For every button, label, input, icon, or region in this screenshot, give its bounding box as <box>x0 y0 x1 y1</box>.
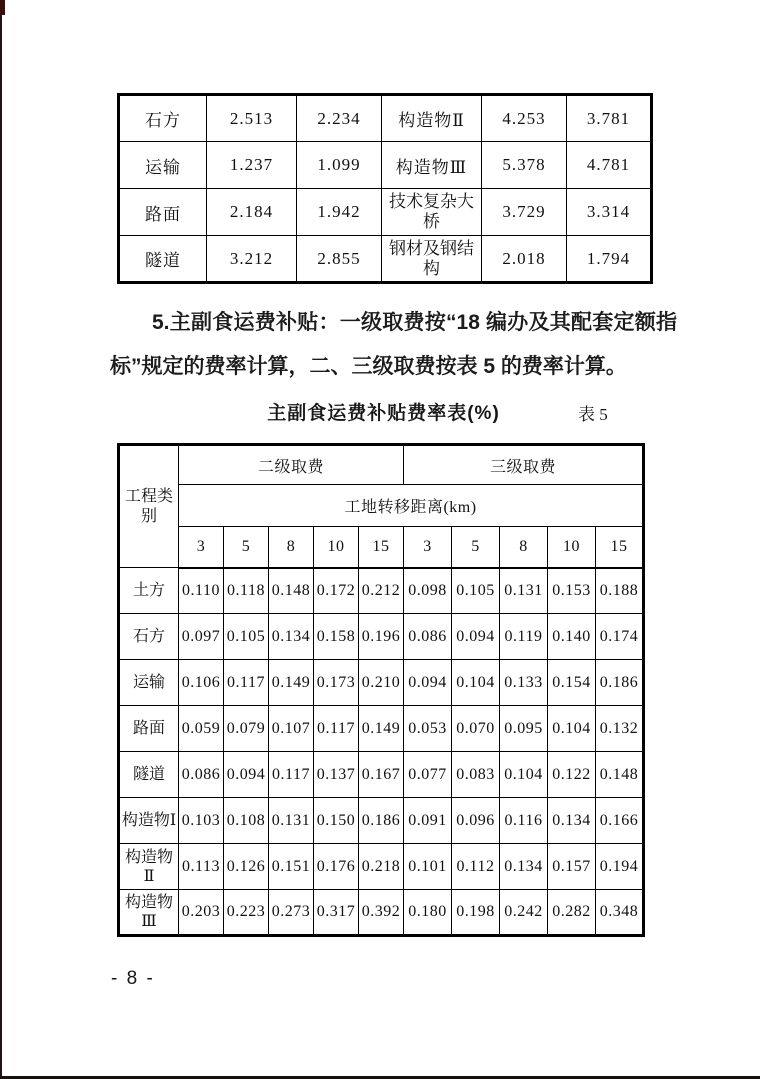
table-row <box>119 844 644 890</box>
cell: 0.096 <box>452 798 500 844</box>
cell: 0.218 <box>359 844 404 890</box>
cell: 0.101 <box>404 844 452 890</box>
cell: 5.378 <box>482 142 567 189</box>
cell: 0.134 <box>269 614 314 660</box>
cell: 0.242 <box>500 890 548 936</box>
cell: 0.317 <box>314 890 359 936</box>
cell: 0.157 <box>548 844 596 890</box>
table-row <box>119 568 644 614</box>
cell: 0.186 <box>359 798 404 844</box>
header-distance: 8 <box>269 527 314 568</box>
cell: 3.729 <box>482 189 567 236</box>
header-project-type: 工程类别 <box>119 445 179 568</box>
cell: 0.176 <box>314 844 359 890</box>
cell: 0.104 <box>452 660 500 706</box>
row-label: 构造物Ⅱ <box>119 844 179 890</box>
table5-number-label: 表 5 <box>578 405 608 424</box>
cell: 2.184 <box>207 189 297 236</box>
cell: 0.118 <box>224 568 269 614</box>
cell: 0.095 <box>500 706 548 752</box>
cell: 0.348 <box>596 890 644 936</box>
cell: 0.117 <box>224 660 269 706</box>
row-label: 路面 <box>119 189 207 236</box>
cell: 4.253 <box>482 95 567 142</box>
cell: 0.194 <box>596 844 644 890</box>
cell: 0.172 <box>314 568 359 614</box>
cell: 0.198 <box>452 890 500 936</box>
cell: 0.116 <box>500 798 548 844</box>
cell: 0.149 <box>359 706 404 752</box>
row-label: 路面 <box>119 706 179 752</box>
table-row <box>119 706 644 752</box>
cell: 0.086 <box>404 614 452 660</box>
scan-corner-mark <box>0 0 5 15</box>
cell: 0.188 <box>596 568 644 614</box>
scan-edge-left <box>0 0 2 1079</box>
cell: 0.150 <box>314 798 359 844</box>
cell: 2.513 <box>207 95 297 142</box>
cell: 0.196 <box>359 614 404 660</box>
cell: 0.173 <box>314 660 359 706</box>
cell: 0.134 <box>500 844 548 890</box>
cell: 0.103 <box>179 798 224 844</box>
header-distance: 5 <box>224 527 269 568</box>
cell: 0.131 <box>269 798 314 844</box>
header-distance: 3 <box>404 527 452 568</box>
row-label: 运输 <box>119 660 179 706</box>
row-label: 构造物Ⅲ <box>382 142 482 189</box>
row-label: 技术复杂大桥 <box>382 189 482 236</box>
cell: 0.137 <box>314 752 359 798</box>
table5-caption <box>117 398 650 424</box>
table-row <box>119 890 644 936</box>
header-row-distance <box>119 485 644 527</box>
cell: 0.133 <box>500 660 548 706</box>
cell: 0.166 <box>596 798 644 844</box>
cell: 0.186 <box>596 660 644 706</box>
table5-title: 主副食运费补贴费率表(%) <box>267 403 500 424</box>
cell: 1.237 <box>207 142 297 189</box>
cell: 0.077 <box>404 752 452 798</box>
cell: 3.212 <box>207 236 297 283</box>
cell: 0.212 <box>359 568 404 614</box>
cell: 0.070 <box>452 706 500 752</box>
row-label: 构造物Ⅱ <box>382 95 482 142</box>
cell: 0.203 <box>179 890 224 936</box>
header-distance: 5 <box>452 527 500 568</box>
header-distance-label: 工地转移距离(km) <box>179 485 644 527</box>
cell: 0.110 <box>179 568 224 614</box>
cell: 0.149 <box>269 660 314 706</box>
cell: 0.104 <box>548 706 596 752</box>
cell: 0.094 <box>452 614 500 660</box>
cell: 0.091 <box>404 798 452 844</box>
header-row-distances <box>119 527 644 568</box>
cell: 2.234 <box>297 95 382 142</box>
cell: 0.134 <box>548 798 596 844</box>
cell: 0.180 <box>404 890 452 936</box>
row-label: 构造物Ⅲ <box>119 890 179 936</box>
cell: 0.126 <box>224 844 269 890</box>
cell: 0.112 <box>452 844 500 890</box>
cell: 1.099 <box>297 142 382 189</box>
table-row <box>119 798 644 844</box>
header-distance: 3 <box>179 527 224 568</box>
cell: 1.942 <box>297 189 382 236</box>
cell: 0.174 <box>596 614 644 660</box>
cell: 0.210 <box>359 660 404 706</box>
table-row <box>119 614 644 660</box>
header-distance: 10 <box>548 527 596 568</box>
cell: 0.098 <box>404 568 452 614</box>
cell: 0.154 <box>548 660 596 706</box>
body-paragraph: 5.主副食运费补贴：一级取费按“18 编办及其配套定额指标”规定的费率计算，二、三级取费按表 5 的费率计算。 <box>110 311 677 378</box>
cell: 0.153 <box>548 568 596 614</box>
cell: 0.107 <box>269 706 314 752</box>
header-distance: 8 <box>500 527 548 568</box>
subsidy-rate-table <box>117 443 645 937</box>
row-label: 石方 <box>119 95 207 142</box>
cell: 0.086 <box>179 752 224 798</box>
cell: 0.119 <box>500 614 548 660</box>
cell: 0.392 <box>359 890 404 936</box>
cell: 3.781 <box>567 95 652 142</box>
table-row <box>119 189 652 236</box>
cell: 0.148 <box>596 752 644 798</box>
cell: 0.104 <box>500 752 548 798</box>
cell: 0.223 <box>224 890 269 936</box>
header-group-level3: 三级取费 <box>404 445 644 485</box>
row-label: 构造物Ⅰ <box>119 798 179 844</box>
page-number: - 8 - <box>111 968 155 989</box>
table-row <box>119 236 652 283</box>
cell: 0.108 <box>224 798 269 844</box>
cell: 0.106 <box>179 660 224 706</box>
rate-table-continued <box>117 93 653 284</box>
cell: 0.094 <box>404 660 452 706</box>
cell: 0.132 <box>596 706 644 752</box>
cell: 0.158 <box>314 614 359 660</box>
cell: 2.018 <box>482 236 567 283</box>
cell: 0.282 <box>548 890 596 936</box>
table-row <box>119 752 644 798</box>
header-distance: 15 <box>596 527 644 568</box>
header-distance: 15 <box>359 527 404 568</box>
cell: 0.148 <box>269 568 314 614</box>
cell: 2.855 <box>297 236 382 283</box>
cell: 1.794 <box>567 236 652 283</box>
cell: 0.140 <box>548 614 596 660</box>
cell: 0.094 <box>224 752 269 798</box>
cell: 0.083 <box>452 752 500 798</box>
cell: 0.053 <box>404 706 452 752</box>
table-row <box>119 142 652 189</box>
header-group-level2: 二级取费 <box>179 445 404 485</box>
cell: 0.117 <box>269 752 314 798</box>
row-label: 土方 <box>119 568 179 614</box>
row-label: 隧道 <box>119 752 179 798</box>
cell: 0.059 <box>179 706 224 752</box>
row-label: 运输 <box>119 142 207 189</box>
cell: 0.105 <box>452 568 500 614</box>
table-row <box>119 660 644 706</box>
cell: 0.122 <box>548 752 596 798</box>
cell: 0.273 <box>269 890 314 936</box>
cell: 0.151 <box>269 844 314 890</box>
row-label: 钢材及钢结构 <box>382 236 482 283</box>
cell: 0.113 <box>179 844 224 890</box>
header-row-groups <box>119 445 644 485</box>
cell: 0.079 <box>224 706 269 752</box>
cell: 3.314 <box>567 189 652 236</box>
cell: 0.167 <box>359 752 404 798</box>
row-label: 隧道 <box>119 236 207 283</box>
cell: 4.781 <box>567 142 652 189</box>
cell: 0.105 <box>224 614 269 660</box>
cell: 0.097 <box>179 614 224 660</box>
header-distance: 10 <box>314 527 359 568</box>
table-row <box>119 95 652 142</box>
cell: 0.131 <box>500 568 548 614</box>
row-label: 石方 <box>119 614 179 660</box>
cell: 0.117 <box>314 706 359 752</box>
